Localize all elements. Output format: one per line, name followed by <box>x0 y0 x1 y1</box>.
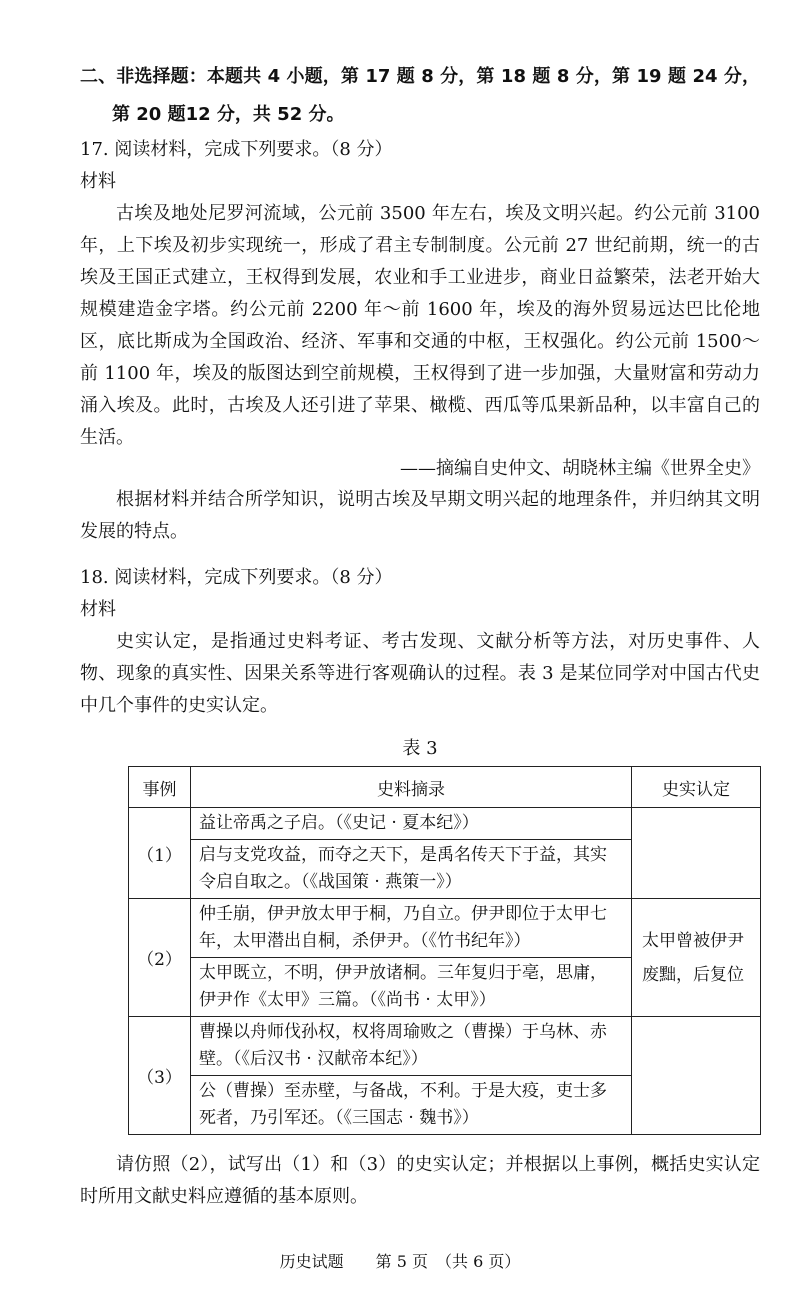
q17-material-label: 材料 <box>80 171 116 192</box>
section-heading-line1: 二、非选择题：本题共 4 小题，第 17 题 8 分，第 18 题 8 分，第 19 题 24 分，第 20 题 <box>80 66 760 125</box>
excerpt-cell: 启与支党攻益，而夺之天下，是禹名传天下于益，其实令启自取之。（《战国策 · 燕策一》） <box>191 840 632 899</box>
table-row <box>129 899 761 958</box>
excerpt-cell: 曹操以舟师伐孙权，权将周瑜败之（曹操）于乌林、赤壁。（《后汉书 · 汉献帝本纪》） <box>191 1017 632 1076</box>
excerpt-cell: 益让帝禹之子启。（《史记 · 夏本纪》） <box>191 808 632 840</box>
table-row <box>129 1017 761 1076</box>
header-excerpt: 史料摘录 <box>191 767 632 808</box>
section-heading <box>80 58 760 134</box>
excerpt-cell: 公（曹操）至赤壁，与备战，不利。于是大疫，吏士多死者，乃引军还。（《三国志 · 魏书》） <box>191 1076 632 1135</box>
table-row <box>129 808 761 840</box>
fact-table <box>128 766 761 1135</box>
excerpt-cell: 太甲既立，不明，伊尹放诸桐。三年复归于亳，思庸，伊尹作《太甲》三篇。（《尚书 · 太甲》） <box>191 958 632 1017</box>
fact-cell: 太甲曾被伊尹废黜，后复位 <box>632 899 761 1017</box>
header-fact: 史实认定 <box>632 767 761 808</box>
table-header-row <box>129 767 761 808</box>
q17-source: ——摘编自史仲文、胡晓林主编《世界全史》 <box>400 458 760 479</box>
header-case: 事例 <box>129 767 191 808</box>
case-cell: （1） <box>129 808 191 899</box>
section-heading-line2: 12 分，共 52 分。 <box>185 104 345 125</box>
q18-material-label: 材料 <box>80 599 116 620</box>
case-cell: （2） <box>129 899 191 1017</box>
case-cell: （3） <box>129 1017 191 1135</box>
q18-question: 请仿照（2），试写出（1）和（3）的史实认定；并根据以上事例，概括史实认定时所用文献史料应遵循的基本原则。 <box>80 1154 760 1207</box>
q18-material: 史实认定，是指通过史料考证、考古发现、文献分析等方法，对历史事件、人物、现象的真实性、因果关系等进行客观确认的过程。表 3 是某位同学对中国古代史中几个事件的史实认定。 <box>80 631 760 716</box>
q18-stem: 18. 阅读材料，完成下列要求。（8 分） <box>80 567 393 588</box>
page-footer: 历史试题 第 5 页 （共 6 页） <box>279 1252 521 1271</box>
table-caption: 表 3 <box>402 738 438 759</box>
excerpt-cell: 仲壬崩，伊尹放太甲于桐，乃自立。伊尹即位于太甲七年，太甲潜出自桐，杀伊尹。（《竹书纪年》） <box>191 899 632 958</box>
fact-cell <box>632 808 761 899</box>
q17-material: 古埃及地处尼罗河流域，公元前 3500 年左右，埃及文明兴起。约公元前 3100 年，上下埃及初步实现统一，形成了君主专制制度。公元前 27 世纪前期，统一的古埃及王国正式建立，王权得到发展，农业和手工业进步，商业日益繁荣，法老开始大规模建造金字塔。约公元前 2200 年～前 1600 年，埃及的海外贸易远达巴比伦地区，底比斯成为全国政治、经济、军事和交通的中枢，王权强化。约公元前 1500～前 1100 年，埃及的版图达到空前规模，王权得到了进一步加强，大量财富和劳动力涌入埃及。此时，古埃及人还引进了苹果、橄榄、西瓜等瓜果新品种，以丰富自己的生活。 <box>80 203 760 448</box>
q17-question: 根据材料并结合所学知识，说明古埃及早期文明兴起的地理条件，并归纳其文明发展的特点。 <box>80 489 760 542</box>
fact-cell <box>632 1017 761 1135</box>
q17-stem: 17. 阅读材料，完成下列要求。（8 分） <box>80 139 393 160</box>
